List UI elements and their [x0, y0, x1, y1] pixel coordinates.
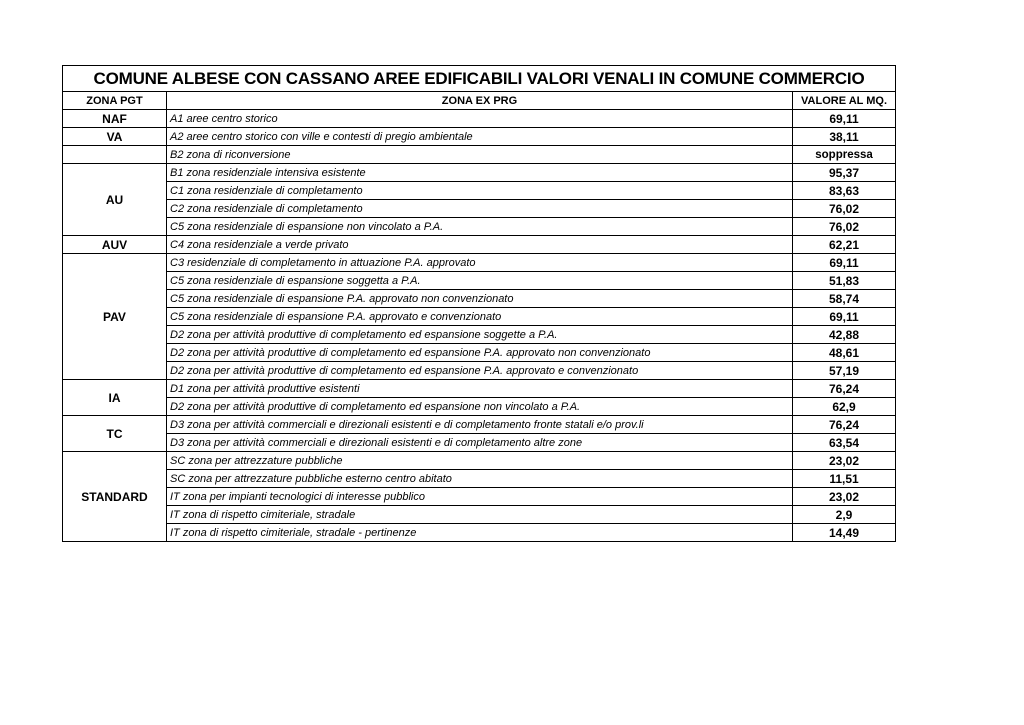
zona-pgt-cell: AUV [63, 236, 167, 254]
table-row [63, 416, 896, 434]
header-valore: VALORE AL MQ. [793, 92, 896, 110]
zona-ex-prg-cell: C4 zona residenziale a verde privato [167, 236, 793, 254]
valore-cell: 69,11 [793, 254, 896, 272]
header-zona-pgt: ZONA PGT [63, 92, 167, 110]
valore-cell: soppressa [793, 146, 896, 164]
table-row [63, 290, 896, 308]
valore-cell: 58,74 [793, 290, 896, 308]
zona-ex-prg-cell: C5 zona residenziale di espansione P.A. approvato e convenzionato [167, 308, 793, 326]
table-row [63, 452, 896, 470]
zona-ex-prg-cell: C5 zona residenziale di espansione P.A. approvato non convenzionato [167, 290, 793, 308]
header-row [63, 92, 896, 110]
zona-ex-prg-cell: SC zona per attrezzature pubbliche [167, 452, 793, 470]
zona-pgt-cell: VA [63, 128, 167, 146]
zona-pgt-cell: PAV [63, 254, 167, 380]
valore-cell: 63,54 [793, 434, 896, 452]
table-row [63, 344, 896, 362]
valore-cell: 62,21 [793, 236, 896, 254]
header-zona-ex-prg: ZONA EX PRG [167, 92, 793, 110]
valore-cell: 23,02 [793, 452, 896, 470]
valore-cell: 11,51 [793, 470, 896, 488]
table-body [63, 110, 896, 542]
valore-cell: 76,24 [793, 380, 896, 398]
valore-cell: 57,19 [793, 362, 896, 380]
valore-cell: 76,02 [793, 218, 896, 236]
zona-ex-prg-cell: D3 zona per attività commerciali e direzionali esistenti e di completamento altre zone [167, 434, 793, 452]
zona-ex-prg-cell: D1 zona per attività produttive esistenti [167, 380, 793, 398]
valore-cell: 14,49 [793, 524, 896, 542]
table-row [63, 128, 896, 146]
valore-cell: 42,88 [793, 326, 896, 344]
table-row [63, 146, 896, 164]
zona-ex-prg-cell: D2 zona per attività produttive di completamento ed espansione P.A. approvato non convenzionato [167, 344, 793, 362]
table-row [63, 164, 896, 182]
table-row [63, 524, 896, 542]
valore-cell: 23,02 [793, 488, 896, 506]
table-row [63, 200, 896, 218]
valore-cell: 69,11 [793, 308, 896, 326]
zona-ex-prg-cell: C2 zona residenziale di completamento [167, 200, 793, 218]
title-row [63, 66, 896, 92]
zona-ex-prg-cell: D2 zona per attività produttive di completamento ed espansione P.A. approvato e convenzionato [167, 362, 793, 380]
table-row [63, 488, 896, 506]
zona-ex-prg-cell: B2 zona di riconversione [167, 146, 793, 164]
valore-cell: 2,9 [793, 506, 896, 524]
table-row [63, 362, 896, 380]
table-row [63, 182, 896, 200]
zona-ex-prg-cell: SC zona per attrezzature pubbliche esterno centro abitato [167, 470, 793, 488]
table-row [63, 470, 896, 488]
zona-ex-prg-cell: D2 zona per attività produttive di completamento ed espansione soggette a P.A. [167, 326, 793, 344]
table-row [63, 254, 896, 272]
zona-pgt-cell: NAF [63, 110, 167, 128]
valore-cell: 76,02 [793, 200, 896, 218]
table-row [63, 236, 896, 254]
table-row [63, 308, 896, 326]
zona-ex-prg-cell: C5 zona residenziale di espansione non vincolato a P.A. [167, 218, 793, 236]
table-row [63, 398, 896, 416]
valore-cell: 95,37 [793, 164, 896, 182]
valore-cell: 83,63 [793, 182, 896, 200]
table-row [63, 110, 896, 128]
zona-ex-prg-cell: IT zona di rispetto cimiteriale, stradale - pertinenze [167, 524, 793, 542]
zona-pgt-cell: AU [63, 164, 167, 236]
table-row [63, 506, 896, 524]
table-row [63, 218, 896, 236]
zona-ex-prg-cell: C1 zona residenziale di completamento [167, 182, 793, 200]
table-row [63, 272, 896, 290]
zona-ex-prg-cell: D2 zona per attività produttive di completamento ed espansione non vincolato a P.A. [167, 398, 793, 416]
valore-cell: 48,61 [793, 344, 896, 362]
zona-ex-prg-cell: IT zona per impianti tecnologici di interesse pubblico [167, 488, 793, 506]
zona-pgt-cell: IA [63, 380, 167, 416]
zona-ex-prg-cell: C5 zona residenziale di espansione soggetta a P.A. [167, 272, 793, 290]
zona-ex-prg-cell: D3 zona per attività commerciali e direzionali esistenti e di completamento fronte statali e/o prov.li [167, 416, 793, 434]
table-title: COMUNE ALBESE CON CASSANO AREE EDIFICABILI VALORI VENALI IN COMUNE COMMERCIO [63, 66, 896, 92]
valore-cell: 76,24 [793, 416, 896, 434]
table-row [63, 380, 896, 398]
valore-cell: 69,11 [793, 110, 896, 128]
valore-cell: 62,9 [793, 398, 896, 416]
zona-ex-prg-cell: IT zona di rispetto cimiteriale, stradale [167, 506, 793, 524]
table-row [63, 326, 896, 344]
zona-ex-prg-cell: A1 aree centro storico [167, 110, 793, 128]
values-table [62, 65, 896, 542]
table-row [63, 434, 896, 452]
zona-ex-prg-cell: C3 residenziale di completamento in attuazione P.A. approvato [167, 254, 793, 272]
zona-pgt-cell: TC [63, 416, 167, 452]
spreadsheet-sheet [62, 65, 895, 542]
valore-cell: 38,11 [793, 128, 896, 146]
zona-ex-prg-cell: B1 zona residenziale intensiva esistente [167, 164, 793, 182]
zona-pgt-cell [63, 146, 167, 164]
valore-cell: 51,83 [793, 272, 896, 290]
zona-pgt-cell: STANDARD [63, 452, 167, 542]
zona-ex-prg-cell: A2 aree centro storico con ville e contesti di pregio ambientale [167, 128, 793, 146]
